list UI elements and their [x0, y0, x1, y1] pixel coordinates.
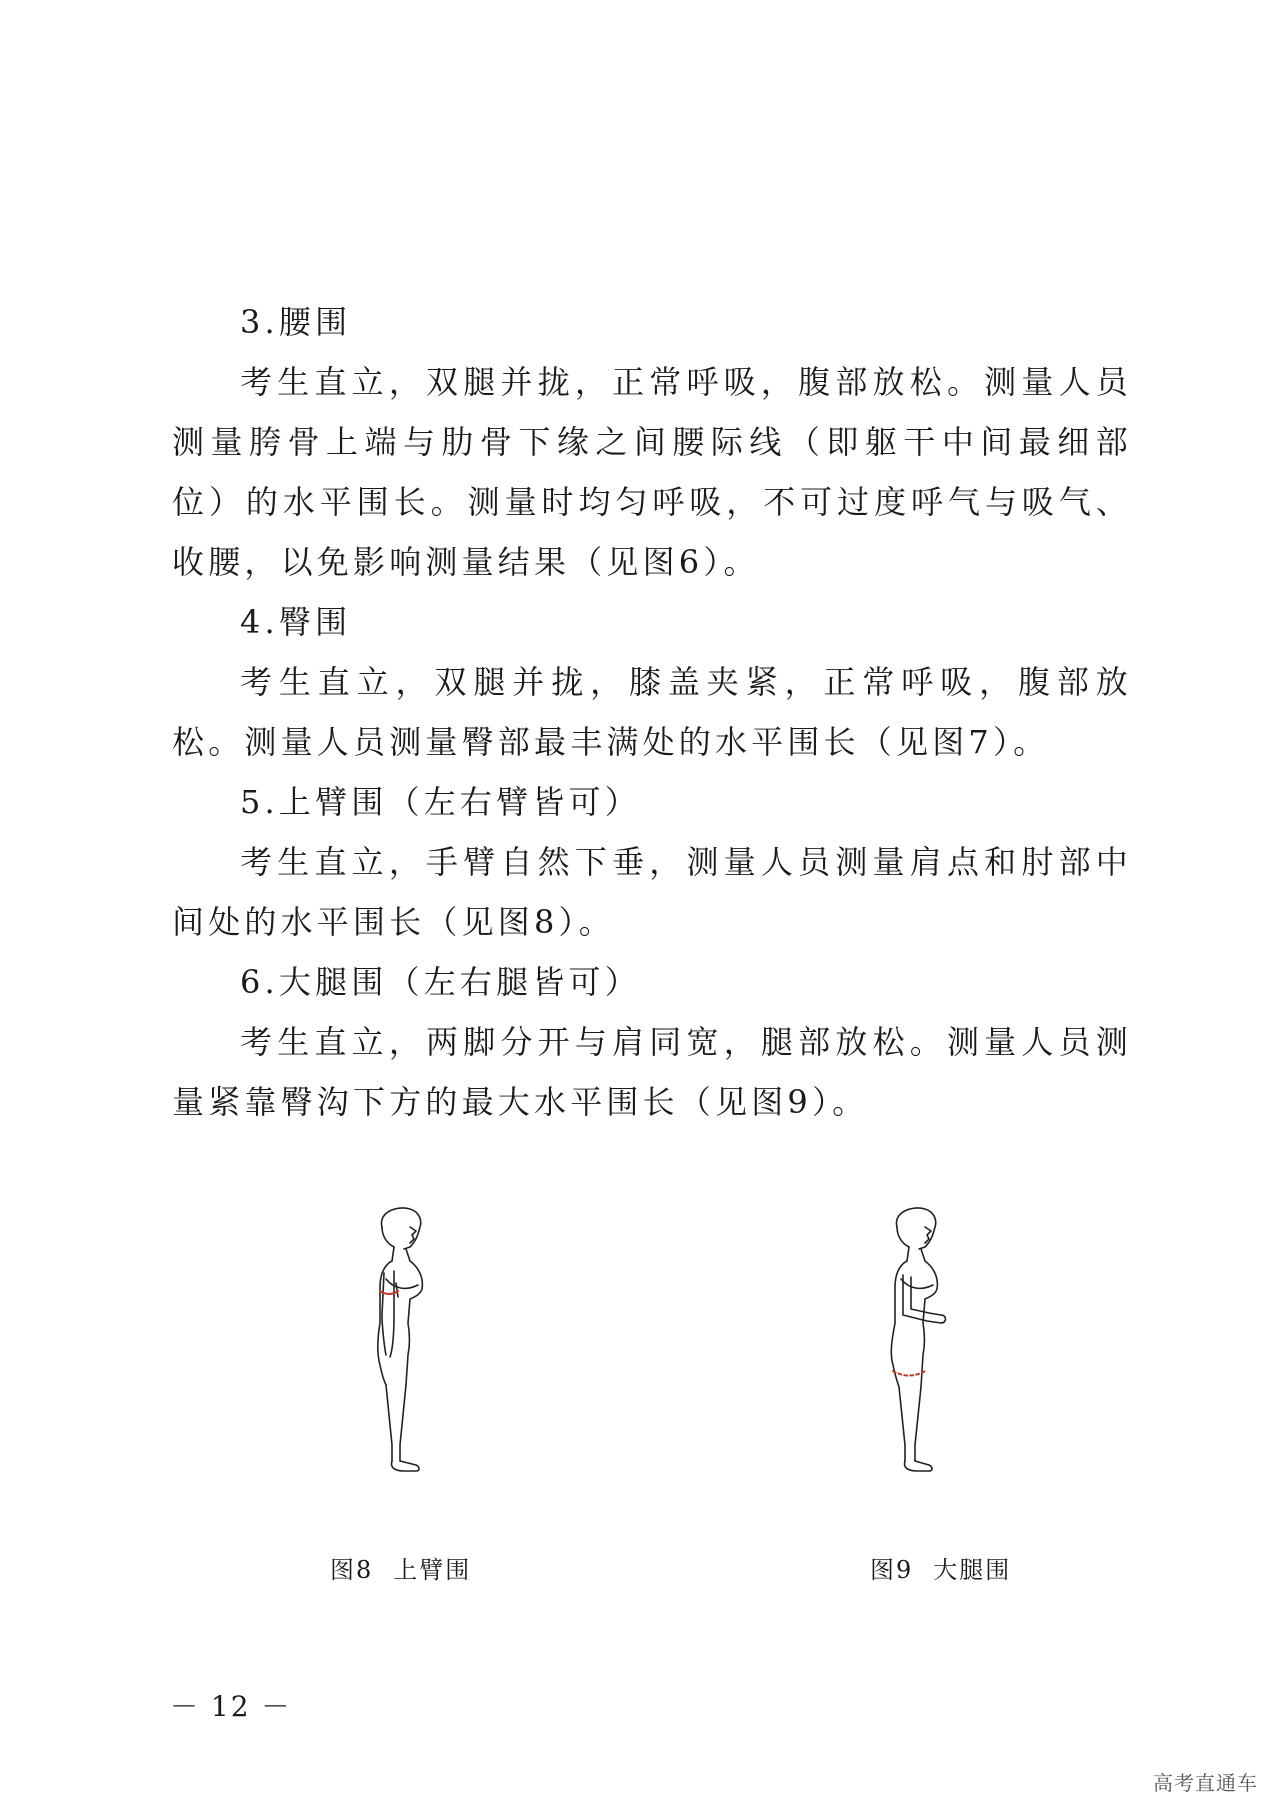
section-heading-waist: 3.腰围 — [240, 303, 352, 341]
section-body-waist: 考生直立，双腿并拢，正常呼吸，腹部放松。测量人员测量胯骨上端与肋骨下缘之间腰际线（即躯干中间最细部位）的水平围长。测量时均匀呼吸，不可过度呼气与吸气、收腰，以免影响测量结果（见图6）。 — [172, 363, 1132, 581]
section-heading-hip: 4.臀围 — [240, 603, 352, 641]
figure-8-number: 图8 — [330, 1556, 374, 1584]
section-body-upper-arm: 考生直立，手臂自然下垂，测量人员测量肩点和肘部中间处的水平围长（见图8）。 — [172, 843, 1132, 941]
section-heading-thigh: 6.大腿围（左右腿皆可） — [240, 963, 641, 1001]
section-body-hip: 考生直立，双腿并拢，膝盖夹紧，正常呼吸，腹部放松。测量人员测量臀部最丰满处的水平围长（见图7）。 — [172, 663, 1132, 761]
figure-upper-arm-illustration — [360, 1205, 460, 1475]
figure-9-caption — [870, 1550, 1011, 1585]
section-heading-upper-arm: 5.上臂围（左右臂皆可） — [240, 783, 641, 821]
body-text — [172, 292, 1132, 1132]
figure-9-title: 大腿围 — [933, 1556, 1012, 1584]
figure-9-number: 图9 — [870, 1556, 914, 1584]
section-body-thigh: 考生直立，两脚分开与肩同宽，腿部放松。测量人员测量紧靠臀沟下方的最大水平围长（见图9）。 — [172, 1023, 1132, 1121]
page-number: － 12 － — [170, 1690, 292, 1723]
watermark-text: 高考直通车 — [1153, 1771, 1258, 1795]
figure-8-caption — [330, 1550, 471, 1585]
figure-thigh-illustration — [875, 1205, 985, 1475]
figure-8-title: 上臂围 — [393, 1556, 472, 1584]
